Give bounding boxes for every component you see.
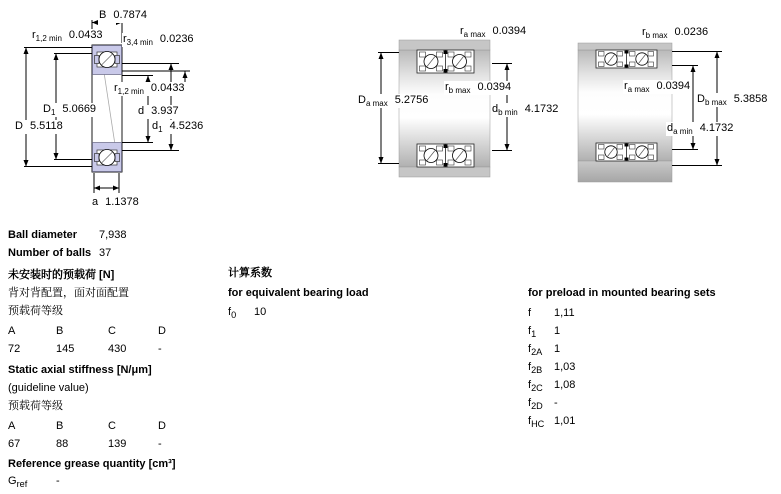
dim-value: 0.7874 [113, 9, 147, 21]
dim-symbol: $d_1$ [152, 120, 163, 135]
dim-d1 [151, 120, 204, 134]
stiffness-header: B [56, 420, 64, 432]
mounted-set-right-drawing [578, 43, 722, 182]
dim-value: 1.1378 [105, 196, 139, 208]
factor-row [528, 397, 558, 413]
factor-symbol: $f_{2A}$ [528, 343, 543, 358]
dim-r12-min-top [31, 29, 104, 43]
dim-value: 4.5236 [169, 120, 204, 132]
dim-db-min [491, 103, 559, 117]
ball-diameter-label: Ball diameter [8, 229, 78, 241]
factor-f0-row [228, 306, 267, 322]
preload-unmounted-subtitle: 背对背配置，面对面配置 [8, 287, 129, 299]
grease-value: - [56, 475, 60, 487]
preload-value: 430 [108, 343, 127, 355]
preload-header: A [8, 325, 16, 337]
dim-symbol: $d_{b min}$ [492, 103, 518, 118]
dim-symbol: $r_{3,4 min}$ [123, 33, 153, 48]
mounted-set-right-arrowheads [691, 52, 720, 166]
dim-value: 4.1732 [699, 122, 734, 134]
preload-unmounted-title: 未安装时的预载荷 [N] [8, 269, 115, 281]
factor-value: 1,03 [554, 361, 576, 373]
stiffness-header: A [8, 420, 16, 432]
preload-class-label: 预载荷等级 [8, 305, 63, 317]
dim-value: 3.937 [151, 105, 179, 117]
factor-value: 1 [554, 325, 561, 337]
dim-rb-max-right-set [641, 26, 709, 40]
dim-symbol: $r_{b max}$ [642, 26, 668, 41]
dim-rb-max-left-set [444, 81, 512, 95]
factor-value: 1,01 [554, 415, 576, 427]
preload-sets-title: for preload in mounted bearing sets [528, 287, 716, 299]
dim-outer-diameter-D [14, 120, 64, 134]
factor-value: 1,08 [554, 379, 576, 391]
dim-value: 0.0236 [159, 33, 194, 45]
number-of-balls-label: Number of balls [8, 247, 92, 259]
dim-width-B [98, 9, 148, 23]
ball-diameter-value: 7,938 [99, 229, 127, 241]
stiffness-header: C [108, 420, 116, 432]
grease-title: Reference grease quantity [cm³] [8, 458, 176, 470]
dim-value: 5.5118 [29, 120, 63, 132]
dim-value: 0.0236 [674, 26, 709, 38]
factor-value: 10 [254, 306, 267, 318]
dim-symbol: $r_{1,2 min}$ [32, 29, 62, 44]
factor-value: - [554, 397, 558, 409]
dim-symbol: $D_1$ [43, 103, 56, 118]
number-of-balls-value: 37 [99, 247, 112, 259]
stiffness-value: 139 [108, 438, 127, 450]
preload-header: D [158, 325, 166, 337]
factor-value: 1 [554, 343, 561, 355]
stiffness-title: Static axial stiffness [N/μm] [8, 364, 152, 376]
mounted-set-right-dimension-lines [672, 51, 722, 166]
calculation-title: 计算系数 [228, 267, 272, 279]
factor-symbol: f [528, 307, 532, 319]
stiffness-value: - [158, 438, 162, 450]
dim-symbol: d [138, 105, 145, 117]
dim-value: 0.0394 [477, 81, 512, 93]
dim-symbol: $r_{a max}$ [624, 80, 650, 95]
bearing-row-top [417, 50, 474, 73]
dim-r34-min [122, 33, 195, 47]
dim-ra-max-right-set [623, 80, 691, 94]
factor-row [528, 379, 576, 395]
factor-symbol: $f_{2B}$ [528, 361, 543, 376]
equivalent-load-title: for equivalent bearing load [228, 287, 369, 299]
dim-bore-d [137, 105, 180, 119]
preload-value: - [158, 343, 162, 355]
dim-value: 4.1732 [524, 103, 559, 115]
dim-value: 5.2756 [394, 94, 429, 106]
grease-ref-row [8, 475, 60, 491]
bearing-row-top [596, 50, 657, 68]
dim-symbol: $r_{1,2 min}$ [114, 82, 144, 97]
preload-value: 145 [56, 343, 75, 355]
stiffness-note: (guideline value) [8, 382, 89, 394]
dim-value: 5.3858 [733, 93, 768, 105]
dim-Da-max [357, 94, 429, 108]
preload-header: C [108, 325, 116, 337]
bearing-row-bottom [596, 143, 657, 161]
factor-symbol: $f_1$ [528, 325, 537, 340]
dim-symbol: a [92, 196, 99, 208]
dim-symbol: B [99, 9, 107, 21]
dim-value: 0.0394 [656, 80, 691, 92]
dim-value: 0.0433 [150, 82, 185, 94]
dim-symbol: $r_{b max}$ [445, 81, 471, 96]
dim-r12-min-right [113, 82, 186, 96]
dim-value: 0.0433 [68, 29, 103, 41]
dim-symbol: $r_{a max}$ [460, 25, 486, 40]
factor-row [528, 343, 561, 359]
preload-value: 72 [8, 343, 21, 355]
factor-value: 1,11 [554, 307, 575, 319]
dim-value: 0.0394 [492, 25, 527, 37]
bearing-row-bottom [417, 144, 474, 167]
dim-symbol: $d_{a min}$ [667, 122, 693, 137]
dim-da-min [666, 122, 734, 136]
stiffness-value: 88 [56, 438, 69, 450]
dim-value: 5.0669 [62, 103, 97, 115]
stiffness-class-label: 预载荷等级 [8, 400, 63, 412]
factor-symbol: $f_{2C}$ [528, 379, 543, 394]
factor-symbol: $f_{HC}$ [528, 415, 545, 430]
factor-row [528, 325, 561, 341]
factor-row [528, 361, 576, 377]
dim-a [91, 196, 140, 210]
factor-symbol: $f_{2D}$ [528, 397, 543, 412]
dim-symbol: D [15, 120, 23, 132]
grease-symbol: $G_{ref}$ [8, 475, 28, 490]
dim-symbol: $D_{b max}$ [697, 93, 727, 108]
stiffness-header: D [158, 420, 166, 432]
dim-Db-max [696, 93, 768, 107]
dim-D1 [42, 103, 97, 117]
dim-symbol: $D_{a max}$ [358, 94, 388, 109]
factor-symbol: $f_0$ [228, 306, 237, 321]
stiffness-value: 67 [8, 438, 21, 450]
preload-header: B [56, 325, 64, 337]
factor-row [528, 307, 575, 323]
factor-row [528, 415, 576, 431]
dim-ra-max-left-set [459, 25, 527, 39]
